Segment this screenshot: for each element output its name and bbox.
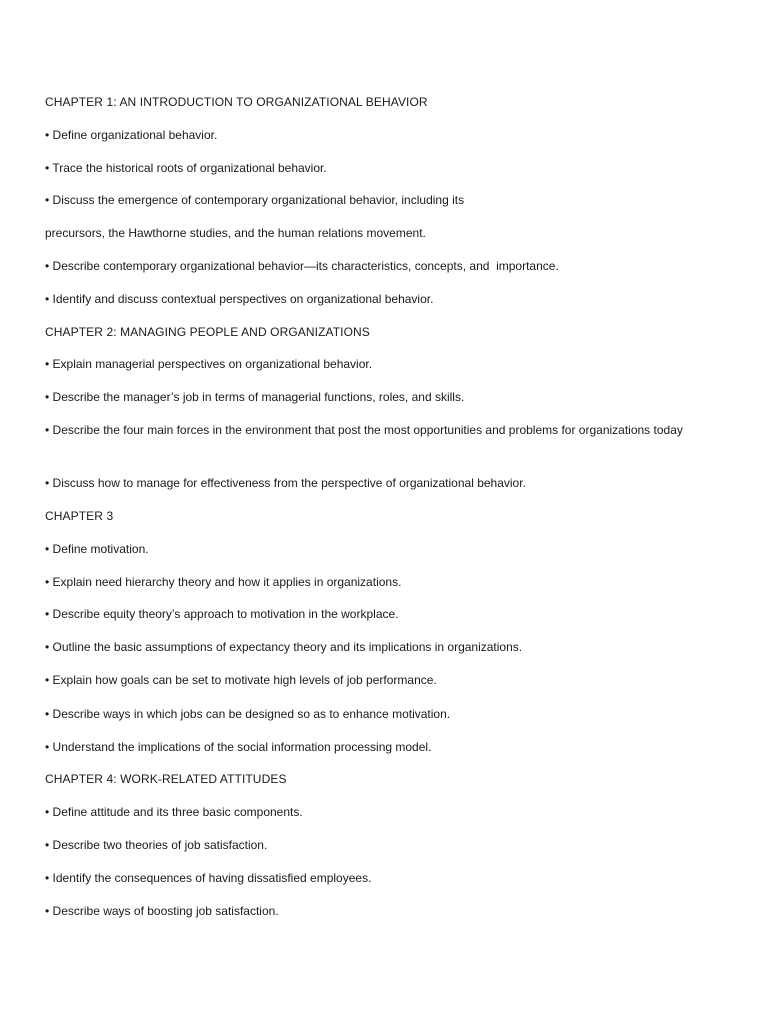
bullet-item: • Explain managerial perspectives on organizational behavior.	[45, 357, 373, 371]
chapter-2-heading: CHAPTER 2: MANAGING PEOPLE AND ORGANIZATIONS	[45, 325, 370, 339]
bullet-item: • Describe ways of boosting job satisfaction.	[45, 904, 279, 918]
bullet-item: • Describe the manager’s job in terms of managerial functions, roles, and skills.	[45, 390, 465, 404]
bullet-item: • Define organizational behavior.	[45, 128, 218, 142]
bullet-item: • Discuss the emergence of contemporary organizational behavior, including its	[45, 193, 465, 207]
bullet-item: • Describe two theories of job satisfaction.	[45, 838, 268, 852]
bullet-item: • Explain how goals can be set to motivate high levels of job performance.	[45, 673, 437, 687]
bullet-item: • Trace the historical roots of organizational behavior.	[45, 161, 327, 175]
bullet-item: • Identify and discuss contextual perspectives on organizational behavior.	[45, 292, 434, 306]
bullet-item: • Describe ways in which jobs can be designed so as to enhance motivation.	[45, 707, 451, 721]
bullet-item: • Discuss how to manage for effectiveness from the perspective of organizational behavior.	[45, 476, 526, 490]
bullet-item: • Understand the implications of the social information processing model.	[45, 740, 432, 754]
bullet-item: • Describe contemporary organizational behavior—its characteristics, concepts, and importance.	[45, 259, 559, 273]
chapter-4-heading: CHAPTER 4: WORK-RELATED ATTITUDES	[45, 772, 287, 786]
bullet-item-wrapped: • Describe the four main forces in the environment that post the most opportunities and problems for organizations today	[45, 423, 683, 437]
bullet-item: • Describe equity theory’s approach to motivation in the workplace.	[45, 607, 399, 621]
bullet-item: • Define attitude and its three basic components.	[45, 805, 303, 819]
bullet-item: • Explain need hierarchy theory and how it applies in organizations.	[45, 575, 402, 589]
bullet-item: • Define motivation.	[45, 542, 149, 556]
chapter-3-heading: CHAPTER 3	[45, 509, 114, 523]
chapter-1-heading: CHAPTER 1: AN INTRODUCTION TO ORGANIZATIONAL BEHAVIOR	[45, 95, 428, 109]
bullet-item: • Outline the basic assumptions of expectancy theory and its implications in organizations.	[45, 640, 523, 654]
continuation-line: precursors, the Hawthorne studies, and the human relations movement.	[45, 226, 426, 240]
bullet-item: • Identify the consequences of having dissatisfied employees.	[45, 871, 372, 885]
